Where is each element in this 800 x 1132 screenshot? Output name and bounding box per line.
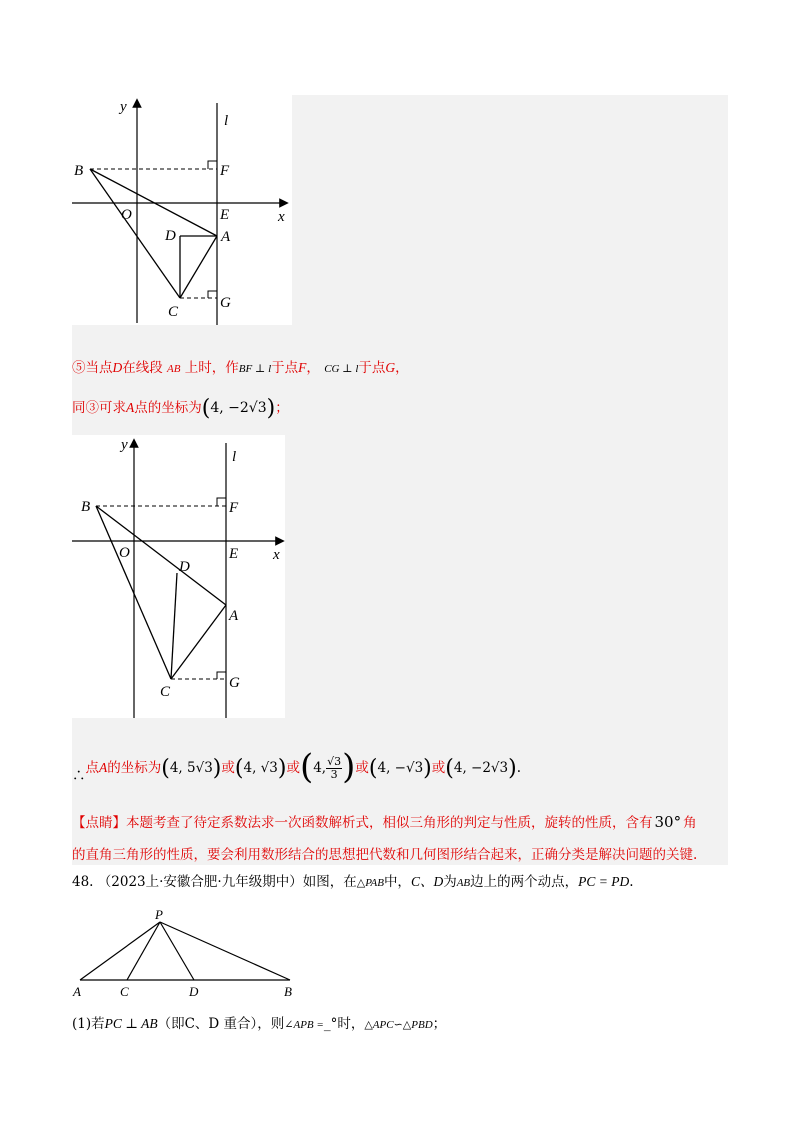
- right-angle-G: [208, 291, 217, 298]
- label-x: x: [273, 547, 280, 563]
- problem-cd: C、D: [410, 874, 444, 889]
- question-1-line: [72, 1014, 446, 1035]
- coord-1: 4, 5√3: [169, 760, 213, 776]
- case5-line2-end: ；: [275, 400, 289, 416]
- problem-mid: 中，: [383, 874, 411, 890]
- question-condition: PC ⊥ AB: [104, 1016, 158, 1031]
- segment-PD: [160, 922, 194, 980]
- problem-mid3: 边上的两个动点，: [470, 874, 579, 890]
- label-D: D: [179, 559, 190, 575]
- case5-at-point: 于点: [271, 360, 299, 376]
- conclusion-point-a: A: [99, 760, 108, 775]
- label-D: D: [189, 984, 199, 999]
- label-O: O: [121, 207, 132, 223]
- segment-CA: [171, 605, 226, 679]
- figure-2-svg: [72, 435, 285, 718]
- case5-bf-perp: BF ⊥ l: [238, 363, 272, 375]
- case5-line2-coord-text: 点的坐标为: [134, 400, 202, 416]
- label-A: A: [221, 229, 231, 245]
- conclusion-line: ∴点A的坐标为(4, 5√3)或(4, √3)或(4, $\frac{√3}{3}$ )或(4, −√3)或(4, −2√3).: [72, 747, 522, 787]
- question-deg: °时，: [330, 1016, 365, 1032]
- label-D: D: [165, 228, 176, 244]
- label-B: B: [284, 984, 292, 999]
- label-C: C: [160, 684, 171, 700]
- case5-at-point2: 于点: [358, 360, 386, 376]
- segment-PA: [80, 922, 160, 980]
- coord-4: 4, −√3: [377, 760, 424, 776]
- coord-3-den: 3: [330, 768, 338, 781]
- case5-comma: ，: [306, 360, 320, 376]
- figure-3-svg: [72, 905, 302, 1000]
- label-C: C: [120, 984, 129, 999]
- label-B: B: [74, 163, 84, 179]
- case5-point-f: F: [298, 360, 307, 375]
- question-end: ；: [432, 1016, 447, 1032]
- case5-line2-text: 同③可求: [72, 400, 126, 416]
- comment-text-1: 本题考查了待定系数法求一次函数解析式，相似三角形的判定与性质，旋转的性质，含有: [126, 815, 653, 831]
- segment-PB: [160, 922, 290, 980]
- problem-48-line: [72, 872, 634, 893]
- question-paren: （即C、D 重合），则: [157, 1016, 285, 1032]
- label-G: G: [229, 675, 240, 691]
- case5-cg-perp: CG ⊥ l: [324, 363, 359, 375]
- label-C: C: [168, 304, 179, 320]
- right-angle-G: [217, 672, 226, 679]
- or-4: 或: [431, 760, 446, 776]
- comment-line-1: [72, 812, 697, 833]
- label-A: A: [229, 608, 239, 624]
- label-F: F: [220, 163, 230, 179]
- or-2: 或: [286, 760, 300, 776]
- comment-angle: 30°: [654, 813, 682, 831]
- case5-line2-point-a: A: [126, 400, 135, 415]
- figure-1: [72, 95, 292, 325]
- figure-2: [72, 435, 285, 718]
- problem-source: （2023上·安徽合肥·九年级期中）如图，在: [97, 874, 357, 890]
- label-E: E: [229, 546, 239, 562]
- problem-equation: PC = PD: [578, 874, 630, 889]
- right-angle-F: [217, 498, 226, 506]
- segment-CA: [180, 236, 217, 298]
- coord-2: 4, √3: [243, 760, 278, 776]
- label-E: E: [220, 207, 230, 223]
- comment-text-2: 的直角三角形的性质，要会利用数形结合的思想把代数和几何图形结合起来，正确分类是解决问题的关键.: [72, 847, 698, 863]
- label-G: G: [220, 295, 231, 311]
- label-O: O: [119, 545, 130, 561]
- comment-tag: 【点睛】: [72, 815, 126, 831]
- case5-point-g: G: [385, 360, 396, 375]
- figure-1-svg: [72, 95, 292, 325]
- case5-line2-coord: 4, −2√3: [210, 400, 267, 416]
- label-l: l: [224, 113, 229, 129]
- question-blank: _: [323, 1016, 331, 1032]
- therefore-symbol: ∴: [72, 768, 86, 784]
- label-B: B: [81, 499, 91, 515]
- coord-3-x: 4,: [313, 760, 327, 776]
- question-angle: ∠APB =: [284, 1019, 324, 1031]
- label-A: A: [73, 984, 81, 999]
- conclusion-text-b: 的坐标为: [107, 760, 162, 776]
- case5-text2: 上时，作: [184, 360, 239, 376]
- or-3: 或: [355, 760, 369, 776]
- label-x: x: [278, 209, 285, 225]
- figure-3: [72, 905, 302, 1000]
- problem-mid2: 为: [443, 874, 457, 890]
- case5-comma2: ，: [395, 360, 409, 376]
- segment-PC: [127, 922, 160, 980]
- conclusion-end: .: [516, 760, 522, 776]
- problem-end: .: [629, 874, 634, 890]
- label-y: y: [121, 437, 128, 453]
- case5-line2: 同③可求A点的坐标为(4, −2√3)；: [72, 396, 289, 421]
- case5-segment-ab: AB: [167, 363, 181, 375]
- problem-triangle: △PAB: [356, 877, 384, 889]
- right-angle-F: [208, 161, 217, 169]
- case5-text: 在线段: [122, 360, 163, 376]
- case5-line: [72, 358, 409, 379]
- question-label: (1)若: [72, 1016, 105, 1032]
- label-y: y: [120, 99, 127, 115]
- segment-BA: [96, 506, 226, 605]
- segment-CD: [171, 573, 177, 679]
- coord-5: 4, −2√3: [453, 760, 509, 776]
- comment-line-2: [72, 845, 697, 865]
- or-1: 或: [221, 760, 235, 776]
- coord-3-num: √3: [327, 755, 342, 768]
- problem-number: 48.: [72, 874, 94, 890]
- question-similar: △APC∽△PBD: [364, 1019, 433, 1031]
- comment-angle-end: 角: [683, 815, 697, 831]
- label-P: P: [155, 907, 163, 922]
- case5-point-d: D: [112, 360, 123, 375]
- problem-ab: AB: [456, 877, 471, 889]
- label-F: F: [229, 500, 239, 516]
- conclusion-text-a: 点: [85, 760, 99, 776]
- label-l: l: [232, 449, 237, 465]
- case5-prefix: ⑤当点: [72, 360, 113, 376]
